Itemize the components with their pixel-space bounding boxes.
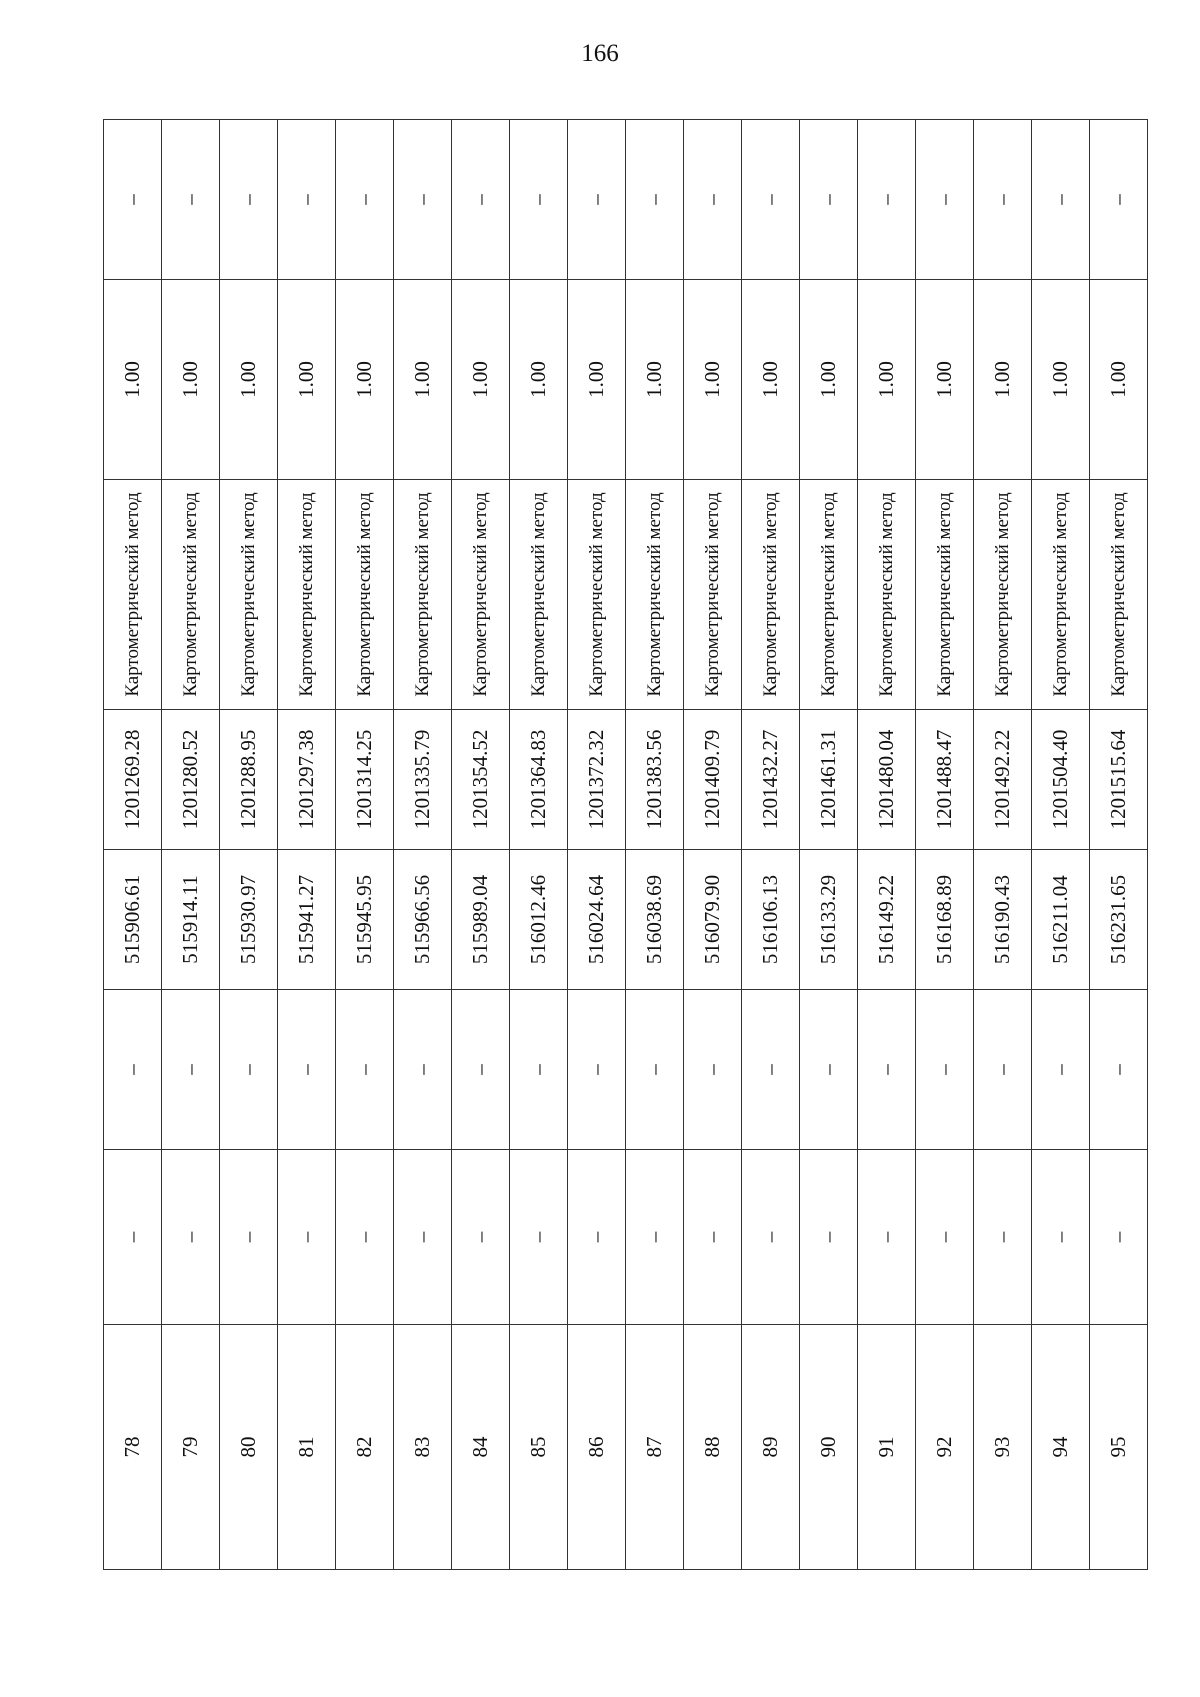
empty-value-cell: –	[104, 1150, 162, 1325]
accuracy-cell: 1.00	[104, 280, 162, 480]
y-coordinate-cell: 1201269.28	[104, 710, 162, 850]
table-row	[336, 120, 394, 1570]
y-coordinate-cell: 1201492.22	[974, 710, 1032, 850]
table-row	[800, 120, 858, 1570]
table-row	[394, 120, 452, 1570]
empty-value-cell: –	[800, 990, 858, 1150]
point-number-cell: 86	[568, 1325, 626, 1570]
empty-value-cell: –	[626, 120, 684, 280]
accuracy-cell: 1.00	[568, 280, 626, 480]
x-coordinate-cell: 516038.69	[626, 850, 684, 990]
empty-value-cell: –	[858, 990, 916, 1150]
empty-value-cell: –	[742, 1150, 800, 1325]
method-cell: Картометрический метод	[336, 480, 394, 710]
table-row	[510, 120, 568, 1570]
method-cell: Картометрический метод	[626, 480, 684, 710]
y-coordinate-cell: 1201432.27	[742, 710, 800, 850]
table-row	[916, 120, 974, 1570]
y-coordinate-cell: 1201288.95	[220, 710, 278, 850]
accuracy-cell: 1.00	[220, 280, 278, 480]
x-coordinate-cell: 516012.46	[510, 850, 568, 990]
table-row	[858, 120, 916, 1570]
empty-value-cell: –	[684, 120, 742, 280]
empty-value-cell: –	[800, 1150, 858, 1325]
empty-value-cell: –	[858, 1150, 916, 1325]
y-coordinate-cell: 1201480.04	[858, 710, 916, 850]
method-cell: Картометрический метод	[220, 480, 278, 710]
accuracy-cell: 1.00	[742, 280, 800, 480]
x-coordinate-cell: 515914.11	[162, 850, 220, 990]
empty-value-cell: –	[510, 120, 568, 280]
accuracy-cell: 1.00	[1090, 280, 1148, 480]
empty-value-cell: –	[858, 120, 916, 280]
method-cell: Картометрический метод	[858, 480, 916, 710]
point-number-cell: 85	[510, 1325, 568, 1570]
accuracy-cell: 1.00	[278, 280, 336, 480]
x-coordinate-cell: 516231.65	[1090, 850, 1148, 990]
empty-value-cell: –	[916, 990, 974, 1150]
y-coordinate-cell: 1201488.47	[916, 710, 974, 850]
y-coordinate-cell: 1201409.79	[684, 710, 742, 850]
accuracy-cell: 1.00	[974, 280, 1032, 480]
y-coordinate-cell: 1201297.38	[278, 710, 336, 850]
empty-value-cell: –	[336, 120, 394, 280]
table-row	[626, 120, 684, 1570]
x-coordinate-cell: 516168.89	[916, 850, 974, 990]
method-cell: Картометрический метод	[684, 480, 742, 710]
empty-value-cell: –	[974, 120, 1032, 280]
point-number-cell: 90	[800, 1325, 858, 1570]
empty-value-cell: –	[1090, 1150, 1148, 1325]
y-coordinate-cell: 1201335.79	[394, 710, 452, 850]
empty-value-cell: –	[1090, 120, 1148, 280]
x-coordinate-cell: 515930.97	[220, 850, 278, 990]
method-cell: Картометрический метод	[162, 480, 220, 710]
accuracy-cell: 1.00	[510, 280, 568, 480]
table-row	[684, 120, 742, 1570]
point-number-cell: 87	[626, 1325, 684, 1570]
empty-value-cell: –	[684, 1150, 742, 1325]
method-cell: Картометрический метод	[510, 480, 568, 710]
empty-value-cell: –	[568, 990, 626, 1150]
y-coordinate-cell: 1201364.83	[510, 710, 568, 850]
empty-value-cell: –	[974, 1150, 1032, 1325]
empty-value-cell: –	[742, 120, 800, 280]
table-row	[568, 120, 626, 1570]
x-coordinate-cell: 516190.43	[974, 850, 1032, 990]
table-row	[104, 120, 162, 1570]
empty-value-cell: –	[452, 120, 510, 280]
empty-value-cell: –	[916, 1150, 974, 1325]
y-coordinate-cell: 1201280.52	[162, 710, 220, 850]
empty-value-cell: –	[336, 990, 394, 1150]
table-row	[278, 120, 336, 1570]
accuracy-cell: 1.00	[336, 280, 394, 480]
method-cell: Картометрический метод	[1032, 480, 1090, 710]
point-number-cell: 80	[220, 1325, 278, 1570]
accuracy-cell: 1.00	[684, 280, 742, 480]
point-number-cell: 89	[742, 1325, 800, 1570]
point-number-cell: 94	[1032, 1325, 1090, 1570]
method-cell: Картометрический метод	[104, 480, 162, 710]
empty-value-cell: –	[220, 1150, 278, 1325]
x-coordinate-cell: 516079.90	[684, 850, 742, 990]
x-coordinate-cell: 515945.95	[336, 850, 394, 990]
x-coordinate-cell: 515989.04	[452, 850, 510, 990]
empty-value-cell: –	[800, 120, 858, 280]
y-coordinate-cell: 1201515.64	[1090, 710, 1148, 850]
method-cell: Картометрический метод	[394, 480, 452, 710]
point-number-cell: 83	[394, 1325, 452, 1570]
empty-value-cell: –	[974, 990, 1032, 1150]
empty-value-cell: –	[394, 120, 452, 280]
x-coordinate-cell: 515906.61	[104, 850, 162, 990]
empty-value-cell: –	[278, 990, 336, 1150]
x-coordinate-cell: 516133.29	[800, 850, 858, 990]
empty-value-cell: –	[684, 990, 742, 1150]
method-cell: Картометрический метод	[800, 480, 858, 710]
table-row	[1032, 120, 1090, 1570]
point-number-cell: 78	[104, 1325, 162, 1570]
point-number-cell: 88	[684, 1325, 742, 1570]
point-number-cell: 79	[162, 1325, 220, 1570]
empty-value-cell: –	[742, 990, 800, 1150]
empty-value-cell: –	[510, 990, 568, 1150]
empty-value-cell: –	[1032, 1150, 1090, 1325]
accuracy-cell: 1.00	[162, 280, 220, 480]
point-number-cell: 92	[916, 1325, 974, 1570]
coordinates-table	[103, 119, 1148, 1570]
empty-value-cell: –	[104, 990, 162, 1150]
y-coordinate-cell: 1201461.31	[800, 710, 858, 850]
table-row	[1090, 120, 1148, 1570]
x-coordinate-cell: 515941.27	[278, 850, 336, 990]
x-coordinate-cell: 516149.22	[858, 850, 916, 990]
method-cell: Картометрический метод	[916, 480, 974, 710]
empty-value-cell: –	[336, 1150, 394, 1325]
table-body	[104, 120, 1148, 1570]
empty-value-cell: –	[162, 990, 220, 1150]
empty-value-cell: –	[568, 120, 626, 280]
accuracy-cell: 1.00	[800, 280, 858, 480]
empty-value-cell: –	[220, 120, 278, 280]
method-cell: Картометрический метод	[1090, 480, 1148, 710]
empty-value-cell: –	[916, 120, 974, 280]
empty-value-cell: –	[452, 990, 510, 1150]
empty-value-cell: –	[394, 990, 452, 1150]
empty-value-cell: –	[1032, 120, 1090, 280]
accuracy-cell: 1.00	[916, 280, 974, 480]
empty-value-cell: –	[626, 990, 684, 1150]
empty-value-cell: –	[510, 1150, 568, 1325]
table-row	[974, 120, 1032, 1570]
point-number-cell: 81	[278, 1325, 336, 1570]
method-cell: Картометрический метод	[452, 480, 510, 710]
empty-value-cell: –	[278, 1150, 336, 1325]
point-number-cell: 95	[1090, 1325, 1148, 1570]
empty-value-cell: –	[278, 120, 336, 280]
accuracy-cell: 1.00	[1032, 280, 1090, 480]
page-number: 166	[581, 40, 619, 67]
x-coordinate-cell: 516106.13	[742, 850, 800, 990]
table-row	[742, 120, 800, 1570]
point-number-cell: 82	[336, 1325, 394, 1570]
method-cell: Картометрический метод	[742, 480, 800, 710]
empty-value-cell: –	[162, 120, 220, 280]
point-number-cell: 84	[452, 1325, 510, 1570]
empty-value-cell: –	[1090, 990, 1148, 1150]
empty-value-cell: –	[568, 1150, 626, 1325]
y-coordinate-cell: 1201383.56	[626, 710, 684, 850]
empty-value-cell: –	[1032, 990, 1090, 1150]
empty-value-cell: –	[452, 1150, 510, 1325]
y-coordinate-cell: 1201354.52	[452, 710, 510, 850]
empty-value-cell: –	[162, 1150, 220, 1325]
y-coordinate-cell: 1201314.25	[336, 710, 394, 850]
x-coordinate-cell: 516024.64	[568, 850, 626, 990]
method-cell: Картометрический метод	[278, 480, 336, 710]
y-coordinate-cell: 1201504.40	[1032, 710, 1090, 850]
point-number-cell: 93	[974, 1325, 1032, 1570]
accuracy-cell: 1.00	[626, 280, 684, 480]
y-coordinate-cell: 1201372.32	[568, 710, 626, 850]
coordinates-table-container	[103, 120, 1133, 1570]
empty-value-cell: –	[220, 990, 278, 1150]
x-coordinate-cell: 516211.04	[1032, 850, 1090, 990]
table-row	[452, 120, 510, 1570]
table-row	[162, 120, 220, 1570]
empty-value-cell: –	[626, 1150, 684, 1325]
accuracy-cell: 1.00	[452, 280, 510, 480]
empty-value-cell: –	[394, 1150, 452, 1325]
method-cell: Картометрический метод	[974, 480, 1032, 710]
accuracy-cell: 1.00	[858, 280, 916, 480]
accuracy-cell: 1.00	[394, 280, 452, 480]
point-number-cell: 91	[858, 1325, 916, 1570]
empty-value-cell: –	[104, 120, 162, 280]
method-cell: Картометрический метод	[568, 480, 626, 710]
table-row	[220, 120, 278, 1570]
x-coordinate-cell: 515966.56	[394, 850, 452, 990]
